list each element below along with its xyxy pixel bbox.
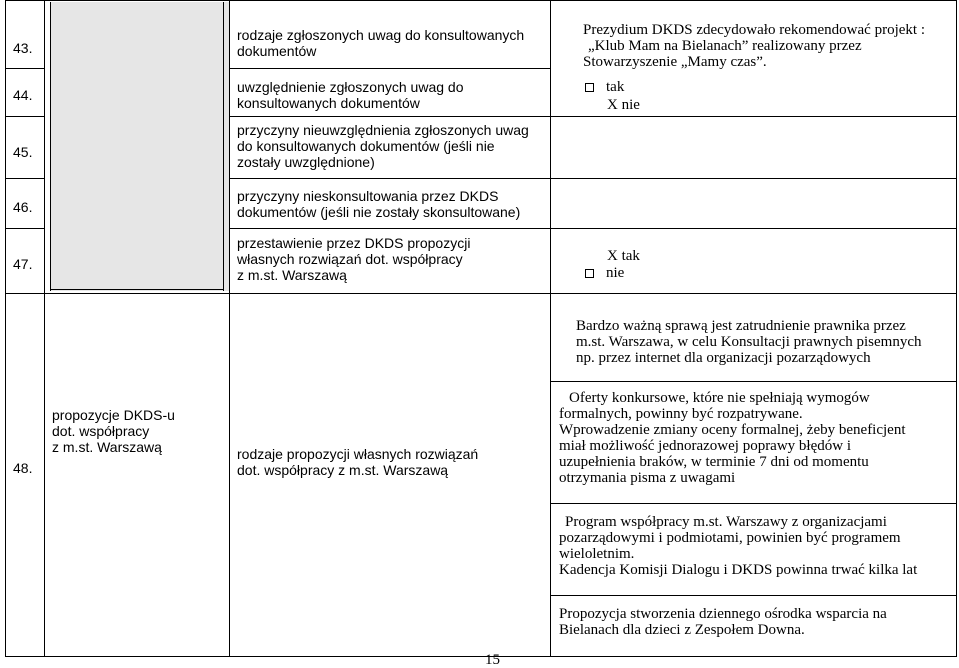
label-line: przyczyny nieuwzględnienia zgłoszonych uwag <box>237 122 529 138</box>
row-border-44-45 <box>5 116 44 117</box>
label-line: uwzględnienie zgłoszonych uwag do <box>237 79 464 95</box>
checkbox-empty-icon[interactable] <box>585 83 594 92</box>
option-label: X nie <box>607 97 640 113</box>
row-label-43 <box>237 27 524 59</box>
answer-line: uzupełnienia braków, w terminie 7 dni od momentu <box>559 454 869 470</box>
answer-48-block-3 <box>559 514 917 578</box>
answer-line: Program współpracy m.st. Warszawy z organizacjami <box>565 514 887 530</box>
category-inner-border-bottom <box>50 289 223 290</box>
option-label: nie <box>606 265 625 281</box>
page-number: 15 <box>485 652 500 668</box>
answer-line: np. przez internet dla organizacji pozarządowych <box>576 350 871 366</box>
answer-line: Prezydium DKDS zdecydowało rekomendować projekt : <box>583 22 925 38</box>
row-border-46-47 <box>5 228 44 229</box>
label-line: dokumentów <box>237 43 317 59</box>
answer-line: „Klub Mam na Bielanach” realizowany przez <box>588 38 862 54</box>
answer-line: Bardzo ważną sprawą jest zatrudnienie prawnika przez <box>576 318 906 334</box>
table-border-num <box>44 0 45 657</box>
answer-48-block-2 <box>559 390 906 486</box>
option-nie-checked[interactable] <box>607 97 640 113</box>
option-nie[interactable] <box>585 265 624 281</box>
row-border-45-46 <box>5 178 44 179</box>
answer-48-block-1 <box>576 318 922 366</box>
option-label: tak <box>606 79 625 95</box>
answer-line: Kadencja Komisji Dialogu i DKDS powinna trwać kilka lat <box>559 562 918 578</box>
label-line: przestawienie przez DKDS propozycji <box>237 235 471 251</box>
checkbox-empty-icon[interactable] <box>585 269 594 278</box>
row-border-46-47-right <box>229 228 957 229</box>
label-line: z m.st. Warszawą <box>237 267 347 283</box>
answer-line: Bielanach dla dzieci z Zespołem Downa. <box>559 622 805 638</box>
row-border-48-sub1 <box>550 381 957 382</box>
row-border-44-45-right <box>229 116 957 117</box>
answer-line: Propozycja stworzenia dziennego ośrodka wsparcia na <box>559 606 887 622</box>
row-number: 44. <box>13 87 33 103</box>
answer-line: Oferty konkursowe, które nie spełniają wymogów <box>569 390 870 406</box>
label-line: zostały uwzględnione) <box>237 154 375 170</box>
category-cell-shaded <box>50 2 229 291</box>
label-line: rodzaje zgłoszonych uwag do konsultowanych <box>237 27 525 43</box>
row-number: 46. <box>13 199 33 215</box>
category-inner-border-right <box>223 2 224 291</box>
row-border-top <box>5 0 957 1</box>
answer-48-block-4 <box>559 606 887 638</box>
row-border-43-44 <box>5 68 44 69</box>
label-line: dokumentów (jeśli nie zostały skonsultowane) <box>237 204 521 220</box>
answer-line: miał możliwość jednorazowej poprawy błędów i <box>559 438 852 454</box>
category-line: z m.st. Warszawą <box>52 439 162 455</box>
table-border-right <box>956 0 957 657</box>
table-border-answer <box>550 0 551 657</box>
row-border-bottom <box>5 656 957 657</box>
row-border-45-46-right <box>229 178 957 179</box>
label-line: do konsultowanych dokumentów (jeśli nie <box>237 138 495 154</box>
answer-line: wieloletnim. <box>559 546 635 562</box>
label-line: konsultowanych dokumentów <box>237 95 420 111</box>
answer-line: Wprowadzenie zmiany oceny formalnej, żeby beneficjent <box>559 422 906 438</box>
option-tak-checked[interactable] <box>607 248 640 264</box>
label-line: przyczyny nieskonsultowania przez DKDS <box>237 188 499 204</box>
row-label-48 <box>237 446 478 478</box>
answer-line: formalnych, powinny być rozpatrywane. <box>559 406 803 422</box>
label-line: dot. współpracy z m.st. Warszawą <box>237 462 449 478</box>
row-label-44 <box>237 79 463 111</box>
row48-category <box>52 407 175 455</box>
row-label-45 <box>237 122 529 170</box>
option-tak[interactable] <box>585 79 624 95</box>
label-line: rodzaje propozycji własnych rozwiązań <box>237 446 479 462</box>
row-number: 45. <box>13 144 33 160</box>
category-line: dot. współpracy <box>52 423 150 439</box>
option-label: X tak <box>607 248 640 264</box>
answer-line: otrzymania pisma z uwagami <box>559 470 736 486</box>
answer-line: pozarządowymi i podmiotami, powinien być programem <box>559 530 901 546</box>
row-number: 48. <box>13 460 33 476</box>
label-line: własnych rozwiązań dot. współpracy <box>237 251 463 267</box>
answer-line: Stowarzyszenie „Mamy czas”. <box>583 54 767 70</box>
category-inner-border-left <box>50 2 51 291</box>
row-border-47-48 <box>5 293 957 294</box>
row-label-47 <box>237 235 470 283</box>
row-number: 43. <box>13 40 33 56</box>
row-number: 47. <box>13 256 33 272</box>
category-line: propozycje DKDS-u <box>52 407 175 423</box>
row-border-43-44-label <box>229 68 550 69</box>
answer-43-44 <box>583 22 925 70</box>
row-border-48-sub3 <box>550 595 957 596</box>
table-border-cat <box>229 0 230 657</box>
table-border-left <box>5 0 6 657</box>
answer-line: m.st. Warszawa, w celu Konsultacji prawnych pisemnych <box>576 334 922 350</box>
row-label-46 <box>237 188 520 220</box>
row-border-48-sub2 <box>550 503 957 504</box>
